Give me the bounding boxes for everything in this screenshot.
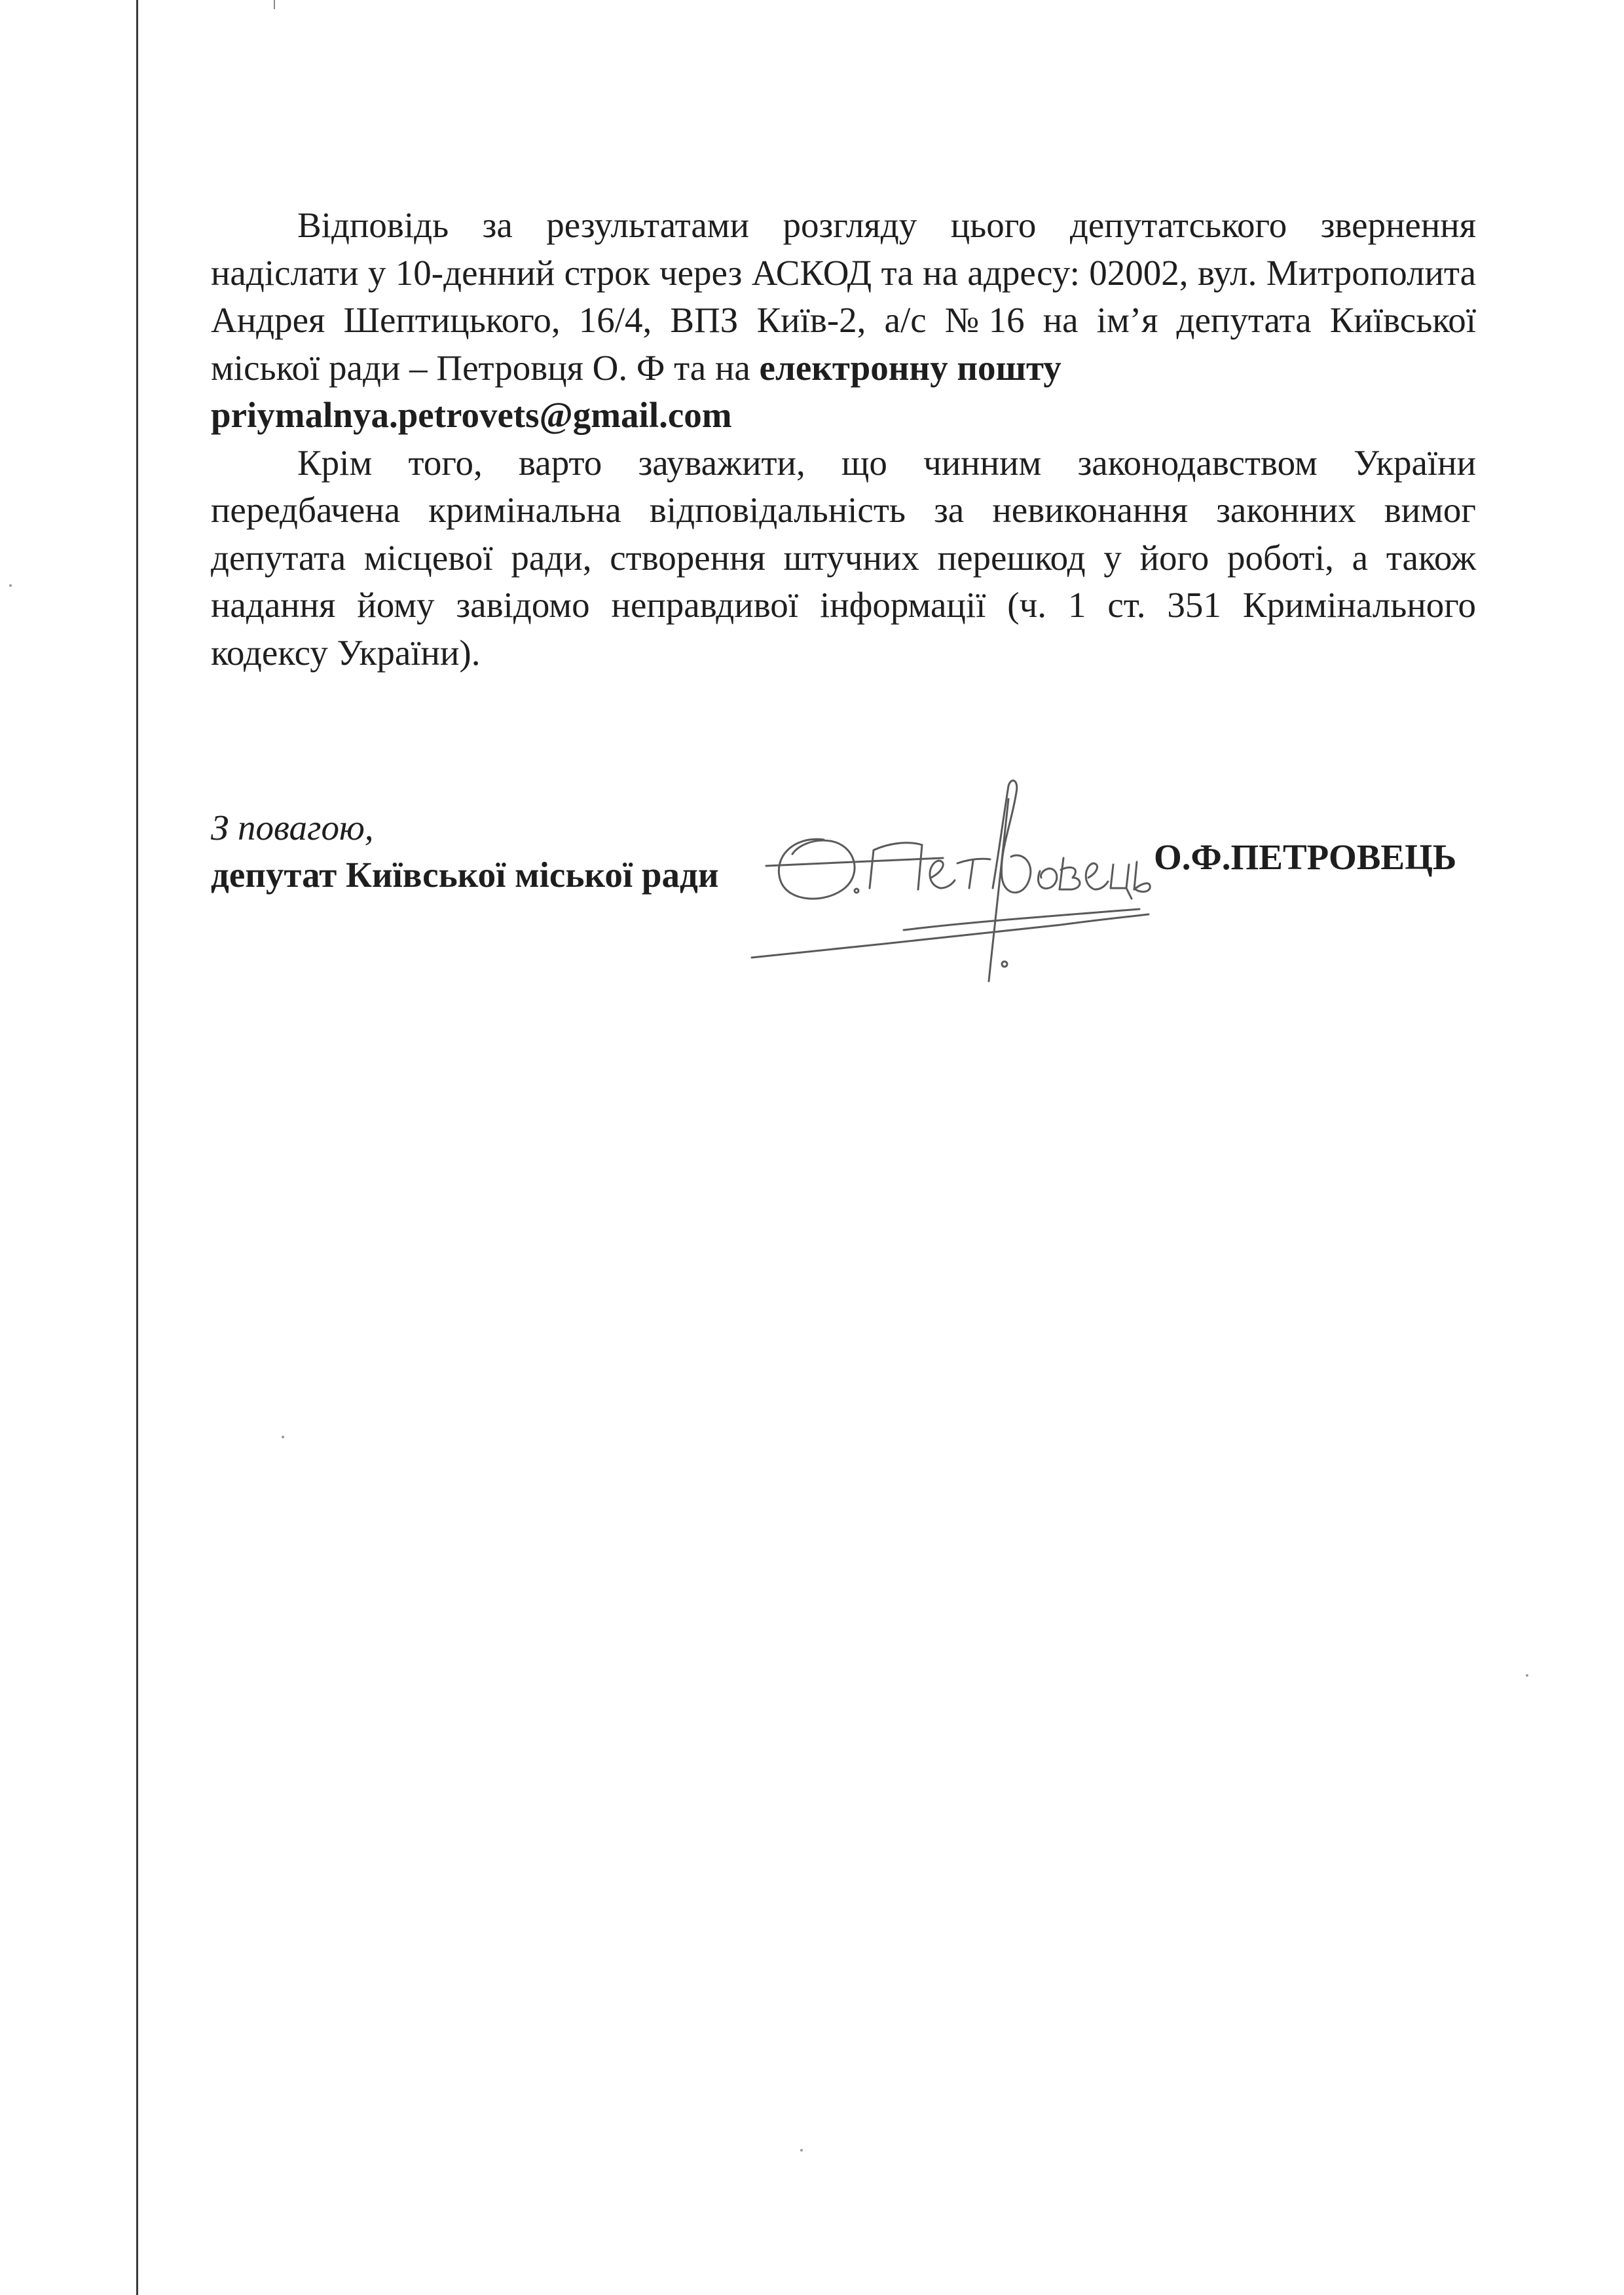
closing-greeting: З повагою, xyxy=(211,808,374,848)
signer-name: О.Ф.ПЕТРОВЕЦЬ xyxy=(1154,837,1457,877)
handwritten-signature xyxy=(747,773,1153,996)
scan-page-edge xyxy=(136,0,138,2295)
closing-block xyxy=(211,804,719,899)
signer-position: депутат Київської міської ради xyxy=(211,855,719,895)
scan-speck xyxy=(9,584,12,587)
response-instruction-text: Відповідь за результатами розгляду цього депутатського звернення надіслати у 10-денний строк через АСКОД та на адресу: 02002, вул. Митрополита Андрея Шептицького, 16/4, ВПЗ Київ-2, а/с №16 на ім’я депутата Київської міської ради – Петровця О. Ф та на xyxy=(211,205,1476,388)
letter-body xyxy=(211,202,1476,677)
scan-speck xyxy=(282,1436,284,1438)
email-address: priymalnya.petrovets@gmail.com xyxy=(211,395,732,435)
response-instruction-paragraph xyxy=(211,202,1476,439)
legal-warning-paragraph: Крім того, варто зауважити, що чинним законодавством України передбачена кримінальна відповідальність за невиконання законних вимог депутата місцевої ради, створення штучних перешкод у його роботі, а також надання йому завідомо неправдивої інформації (ч. 1 ст. 351 Кримінального кодексу України). xyxy=(211,442,1476,673)
scan-speck xyxy=(800,2149,803,2152)
scan-tick-mark xyxy=(274,0,275,9)
email-label: електронну пошту xyxy=(759,347,1061,388)
scan-speck xyxy=(1526,1674,1528,1677)
